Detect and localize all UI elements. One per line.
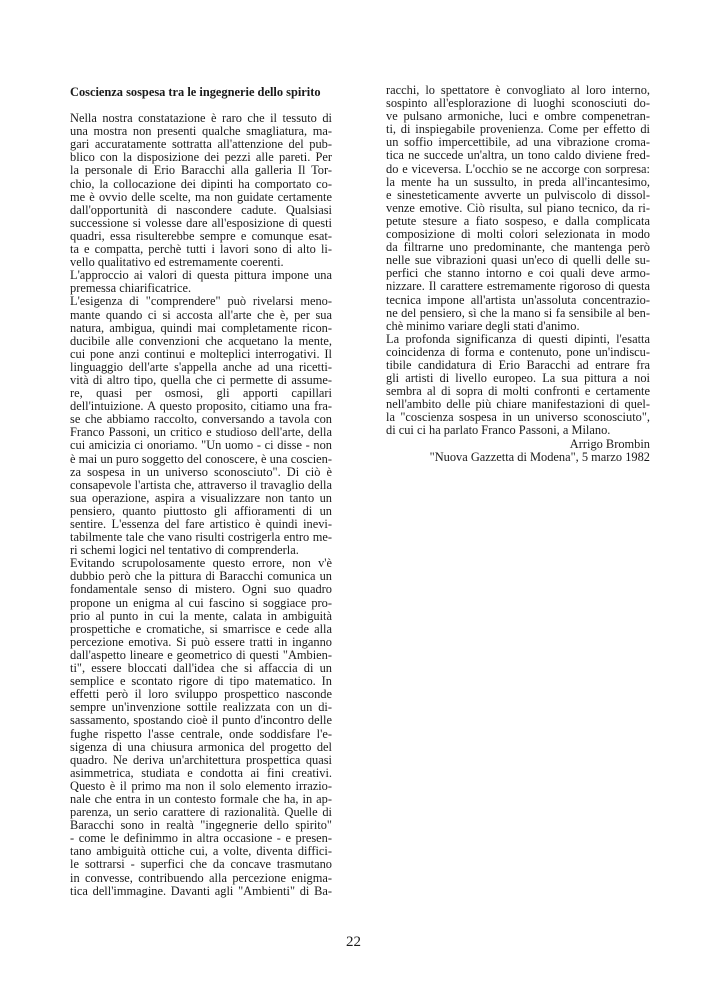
text-line: le sottrarsi - superfici che da concave trasmutano — [70, 857, 332, 872]
text-line: prio al punto in cui la mente, calata in ambiguità — [70, 608, 332, 623]
text-line: do e viceversa. L'occhio se ne accorge con sorpresa: — [386, 161, 650, 176]
text-line: L'esigenza di "comprendere" può rivelarsi meno- — [70, 294, 332, 309]
text-line: in convesse, contribuendo alla percezione enigma- — [70, 870, 332, 885]
text-line: dall'opportunità di nascondere cadute. Qualsiasi — [70, 202, 332, 217]
text-line: perfici che stanno intorno e coi quali deve armo- — [386, 266, 650, 281]
text-line: re, quasi per osmosi, gli apporti capillari — [70, 386, 332, 401]
text-line: fughe rispetto l'asse centrale, onde soddisfare l'e- — [70, 726, 332, 741]
text-line: prospettiche e cromatiche, si smarrisce e cede alla — [70, 621, 332, 636]
text-line: da filtrarne uno predominante, che mantenga però — [386, 240, 650, 255]
text-line: blico con la disposizione dei pezzi alle pareti. Per — [70, 150, 332, 165]
text-line: nelle sue vibrazioni quasi un'eco di quelli delle su- — [386, 253, 650, 268]
text-line: quadro. Ne deriva un'architettura prospettica quasi — [70, 752, 332, 767]
text-line: petute stesure a fiato sospeso, e dalla complicata — [386, 213, 650, 228]
text-line: ve pulsano armoniche, luci e ombre compenetran- — [386, 109, 650, 124]
text-line: pensiero, quanto piuttosto gli affioramenti di un — [70, 503, 332, 518]
left-column — [70, 84, 332, 898]
text-line: vità di altro tipo, quella che ci permette di assume- — [70, 372, 332, 387]
page-number: 22 — [346, 934, 361, 950]
author-signature: Arrigo Brombin — [569, 436, 650, 451]
text-line: asimmetrica, studiata e condotta ai fini creativi. — [70, 765, 332, 780]
text-line: sassamento, spostando cioè il punto d'incontro delle — [70, 713, 332, 728]
text-line: composizione di molti colori selezionata in modo — [386, 227, 650, 242]
text-line: nell'ambito delle più chiare manifestazioni di quel- — [386, 397, 650, 412]
text-line: quadri, essa risulterebbe sempre e comunque esat- — [70, 228, 332, 243]
text-line: cui pone anzi continui e molteplici interrogativi. Il — [70, 346, 332, 361]
text-line: tibile candidatura di Erio Baracchi ad entrare fra — [386, 357, 650, 372]
text-line: semplice e scontato rigore di tipo matematico. In — [70, 674, 332, 689]
text-line: un soffio impercettibile, ad una vibrazione croma- — [386, 135, 650, 150]
text-line: Evitando scrupolosamente questo errore, non v'è — [70, 556, 332, 571]
text-line: la "coscienza sospesa in un universo sconosciuto", — [386, 410, 650, 425]
text-line: se che abbiamo raccolto, conversando a tavola con — [70, 412, 332, 427]
text-line: Baracchi sono in realtà "ingegnerie dello spirito" — [70, 818, 332, 833]
text-line: nizzare. Il carattere estremamente rigoroso di questa — [386, 279, 650, 294]
source-citation: "Nuova Gazzetta di Modena", 5 marzo 1982 — [429, 449, 650, 464]
text-line: propone un enigma al cui fascino si soggiace pro- — [70, 595, 332, 610]
text-line: Nella nostra constatazione è raro che il tessuto di — [70, 111, 332, 126]
text-line: parenza, un serio carattere di razionalità. Quelle di — [70, 805, 332, 820]
text-line: tica dell'immagine. Davanti agli "Ambienti" di Ba- — [70, 883, 332, 898]
right-column — [386, 84, 650, 464]
text-line: sospinto all'esplorazione di luoghi sconosciuti do- — [386, 96, 650, 111]
text-line: linguaggio dell'arte s'appella anche ad una ricetti- — [70, 359, 332, 374]
text-line: L'approccio ai valori di questa pittura impone una — [70, 268, 332, 283]
text-line: nale che entra in un contesto formale che ha, in ap- — [70, 791, 332, 806]
text-line: me è ovvio delle scelte, ma non guidate certamente — [70, 189, 332, 204]
text-line: e sinesteticamente avverte un pulviscolo di dissol- — [386, 187, 650, 202]
text-line: fondamentale senso di mistero. Ogni suo quadro — [70, 582, 332, 597]
text-line: gli artisti di livello europeo. La sua pittura a noi — [386, 371, 650, 386]
text-line: ne del pensiero, sì che la mano si fa sensibile al ben- — [386, 305, 650, 320]
text-line: chio, la collocazione dei dipinti ha comportato co- — [70, 176, 332, 191]
text-line: ti, di inspiegabile provenienza. Come per effetto di — [386, 122, 650, 137]
text-line: chè minimo variare degli stati d'animo. — [386, 318, 580, 333]
text-line: consapevole l'artista che, attraverso il travaglio della — [70, 477, 332, 492]
text-line: sempre un'invenzione sottile realizzata con un di- — [70, 700, 332, 715]
text-line: Questo è il primo ma non il solo elemento irrazio- — [70, 778, 332, 793]
text-line: sembra al di sopra di molti confronti e certamente — [386, 384, 650, 399]
text-line: gari accuratamente sottratta all'attenzione del pub- — [70, 137, 332, 152]
text-line: ta e compatta, perchè tutti i lavori sono di alto li- — [70, 242, 332, 257]
text-line: dall'aspetto lineare e geometrico di questi "Ambien- — [70, 647, 332, 662]
text-line: ducibile alle convenzioni che acquetano la mente, — [70, 333, 332, 348]
text-line: premessa chiarificatrice. — [70, 281, 192, 296]
text-line: la personale di Erio Baracchi alla galleria Il Tor- — [70, 163, 332, 178]
text-line: effetti però il loro sviluppo prospettico nasconde — [70, 687, 332, 702]
text-line: cui amicizia ci onoriamo. "Un uomo - ci disse - non — [70, 438, 332, 453]
text-line: venze emotive. Ciò risulta, sul piano tecnico, da ri- — [386, 200, 650, 215]
text-line: - come le definimmo in altra occasione - e presen- — [70, 831, 332, 846]
text-line: za sospesa in un universo sconosciuto". Di ciò è — [70, 464, 332, 479]
text-line: è mai un puro soggetto del conoscere, è una coscien- — [70, 451, 332, 466]
text-line: dubbio però che la pittura di Baracchi comunica un — [70, 569, 332, 584]
text-line: la mente ha un sussulto, in preda all'incantesimo, — [386, 174, 650, 189]
text-line: una mostra non presenti qualche smagliatura, ma- — [70, 124, 332, 139]
text-line: tica ne succede un'altra, un tono caldo diviene fred- — [386, 148, 650, 163]
text-line: mante quando ci si accosta all'arte che è, per sua — [70, 307, 332, 322]
text-line: La profonda significanza di questi dipinti, l'esatta — [386, 331, 650, 346]
text-line: natura, ambigua, quindi mai completamente ricon- — [70, 320, 332, 335]
text-line: di cui ci ha parlato Franco Passoni, a Milano. — [386, 423, 611, 438]
text-line: ti", essere bloccati dall'idea che si affaccia di un — [70, 661, 332, 676]
text-line: sua operazione, aspira a visualizzare non tanto un — [70, 490, 332, 505]
text-line: sigenza di una chiusura armonica del progetto del — [70, 739, 332, 754]
text-line: tecnica impone all'artista un'assoluta concentrazio- — [386, 292, 650, 307]
text-line: Franco Passoni, un critico e studioso dell'arte, della — [70, 425, 332, 440]
article-title: Coscienza sospesa tra le ingegnerie dello spirito — [70, 85, 321, 99]
text-line: ri schemi logici nel tentativo di comprenderla. — [70, 543, 299, 558]
text-line: dell'intuizione. A questo proposito, citiamo una fra- — [70, 399, 332, 414]
text-line: sentire. L'essenza del fare artistico è quindi inevi- — [70, 517, 332, 531]
text-line: coincidenza di forma e contenuto, pone un'indiscu- — [386, 344, 650, 359]
text-line: percezione emotiva. Si può essere tratti in inganno — [70, 634, 332, 649]
text-line: racchi, lo spettatore è convogliato al loro interno, — [386, 83, 650, 97]
text-line: tabilmente tale che vano risulti costrigerla entro me- — [70, 530, 332, 545]
text-line: successione si volesse dare all'esposizione di questi — [70, 215, 332, 230]
text-line: tano ambiguità ottiche cui, a volte, diventa diffici- — [70, 844, 332, 859]
text-line: vello qualitativo ed estremamente coerenti. — [70, 255, 284, 270]
